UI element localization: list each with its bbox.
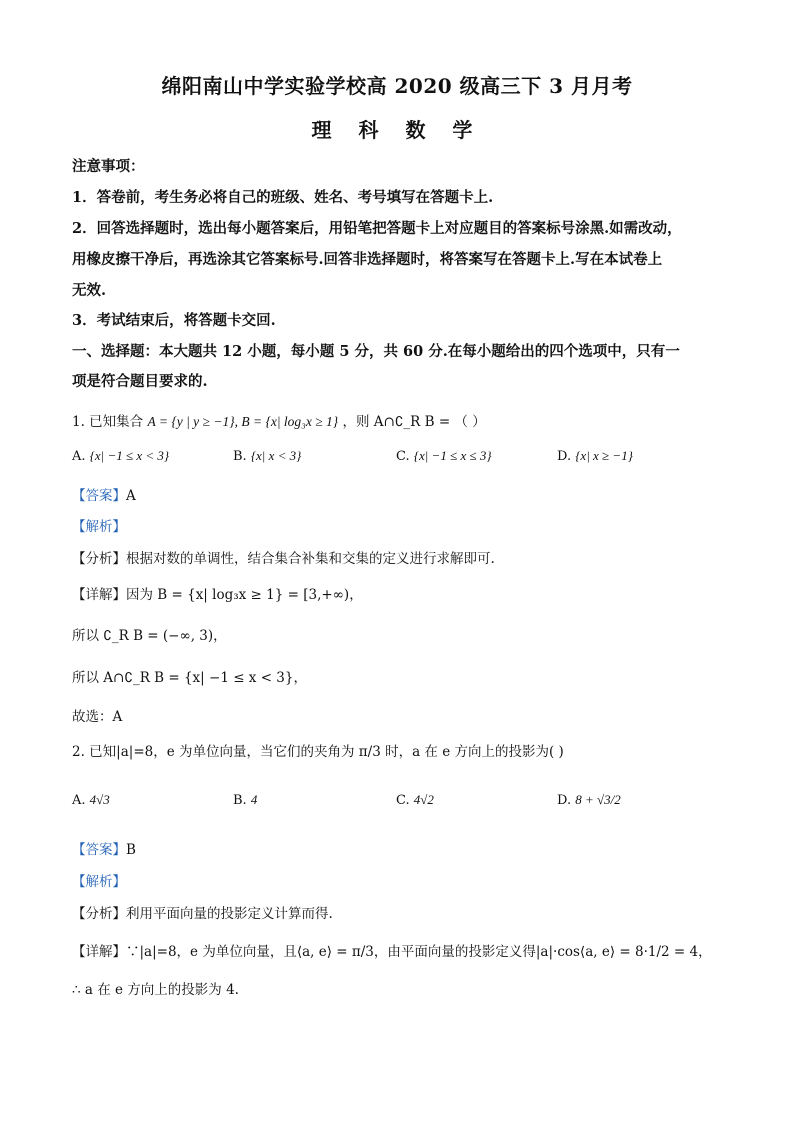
- notice-heading: 注意事项：: [72, 158, 145, 175]
- answer-tag: 【答案】: [72, 488, 126, 504]
- notice-item-3: 3．考试结束后，将答题卡交回.: [72, 312, 276, 329]
- section-heading-cont: 项是符合题目要求的.: [72, 373, 208, 390]
- q2-jiexi-tag: 【解析】: [72, 874, 126, 890]
- q2-xiangjie: [72, 940, 712, 960]
- option-text: 8 + √3/2: [575, 792, 621, 807]
- xiangjie-text: ∵|a|=8，e 为单位向量，且⟨a, e⟩ = π/3，由平面向量的投影定义得|a|·cos⟨a, e⟩ = 8·1/2 = 4，: [126, 944, 712, 960]
- notice-item-2-end: 无效.: [72, 282, 107, 299]
- option-label: A.: [72, 449, 86, 464]
- answer-value: B: [126, 842, 136, 858]
- answer-value: A: [126, 488, 136, 504]
- exam-subject: 理 科 数 学: [311, 118, 483, 142]
- option-text: 4√2: [413, 792, 434, 807]
- q1-fenxi: [72, 547, 495, 567]
- q1-xiangjie: [72, 583, 363, 603]
- fenxi-text: 利用平面向量的投影定义计算而得.: [126, 906, 333, 922]
- option-label: A.: [72, 793, 86, 808]
- option-text: {x| −1 ≤ x ≤ 3}: [413, 448, 492, 463]
- q1-option-d: [557, 448, 633, 464]
- q2-option-d: [557, 792, 621, 808]
- xiangjie-tag: 【详解】: [72, 587, 126, 603]
- option-text: 4: [250, 792, 258, 807]
- q1-jiexi-tag: 【解析】: [72, 519, 126, 535]
- option-label: D.: [557, 793, 572, 808]
- option-text: 4√3: [89, 792, 110, 807]
- q2-option-c: [396, 792, 434, 808]
- q2-fenxi: [72, 902, 333, 922]
- option-text: {x| −1 ≤ x < 3}: [89, 448, 170, 463]
- option-label: C.: [396, 793, 410, 808]
- answer-tag: 【答案】: [72, 842, 126, 858]
- q1-choose: 故选：A: [72, 709, 123, 725]
- option-label: C.: [396, 449, 410, 464]
- q1-stem-math: A = {y | y ≥ −1}, B = {x| log₃x ≥ 1}: [147, 414, 339, 429]
- fenxi-text: 根据对数的单调性，结合集合补集和交集的定义进行求解即可.: [126, 551, 495, 567]
- q1-answer: [72, 484, 136, 504]
- exam-title: 绵阳南山中学实验学校高 2020 级高三下 3 月月考: [161, 74, 633, 98]
- q1-stem-suffix: ，则 A∩∁_R B = （ ）: [342, 414, 486, 430]
- option-text: {x| x < 3}: [250, 448, 302, 463]
- option-label: D.: [557, 449, 572, 464]
- notice-item-2-cont: 用橡皮擦干净后，再选涂其它答案标号.回答非选择题时，将答案写在答题卡上.写在本试卷上: [72, 251, 663, 268]
- notice-item-2: 2．回答选择题时，选出每小题答案后，用铅笔把答题卡上对应题目的答案标号涂黑.如需改动，: [72, 220, 682, 237]
- q1-step-3: 所以 A∩∁_R B = {x| −1 ≤ x < 3}，: [72, 670, 307, 686]
- option-text: {x| x ≥ −1}: [575, 448, 633, 463]
- q2-option-b: [233, 792, 257, 808]
- q1-option-a: [72, 448, 169, 464]
- q2-stem: 2. 已知|a|=8，e 为单位向量，当它们的夹角为 π/3 时，a 在 e 方向上的投影为( ): [72, 744, 564, 760]
- notice-item-1: 1．答卷前，考生务必将自己的班级、姓名、考号填写在答题卡上.: [72, 189, 494, 206]
- q1-stem-prefix: 1. 已知集合: [72, 414, 144, 430]
- q2-conclusion: ∴ a 在 e 方向上的投影为 4.: [72, 982, 239, 998]
- xiangjie-tag: 【详解】: [72, 944, 126, 960]
- q2-answer: [72, 838, 136, 858]
- q1-stem: [72, 410, 486, 430]
- fenxi-tag: 【分析】: [72, 551, 126, 567]
- xiangjie-text: 因为 B = {x| log₃x ≥ 1} = [3,+∞)，: [126, 587, 363, 603]
- q1-option-b: [233, 448, 301, 464]
- q1-option-c: [396, 448, 492, 464]
- option-label: B.: [233, 449, 247, 464]
- q2-option-a: [72, 792, 110, 808]
- option-label: B.: [233, 793, 247, 808]
- fenxi-tag: 【分析】: [72, 906, 126, 922]
- q1-step-2: 所以 ∁_R B = (−∞, 3)，: [72, 628, 227, 644]
- section-heading: 一、选择题：本大题共 12 小题，每小题 5 分，共 60 分.在每小题给出的四个选项中，只有一: [72, 343, 680, 360]
